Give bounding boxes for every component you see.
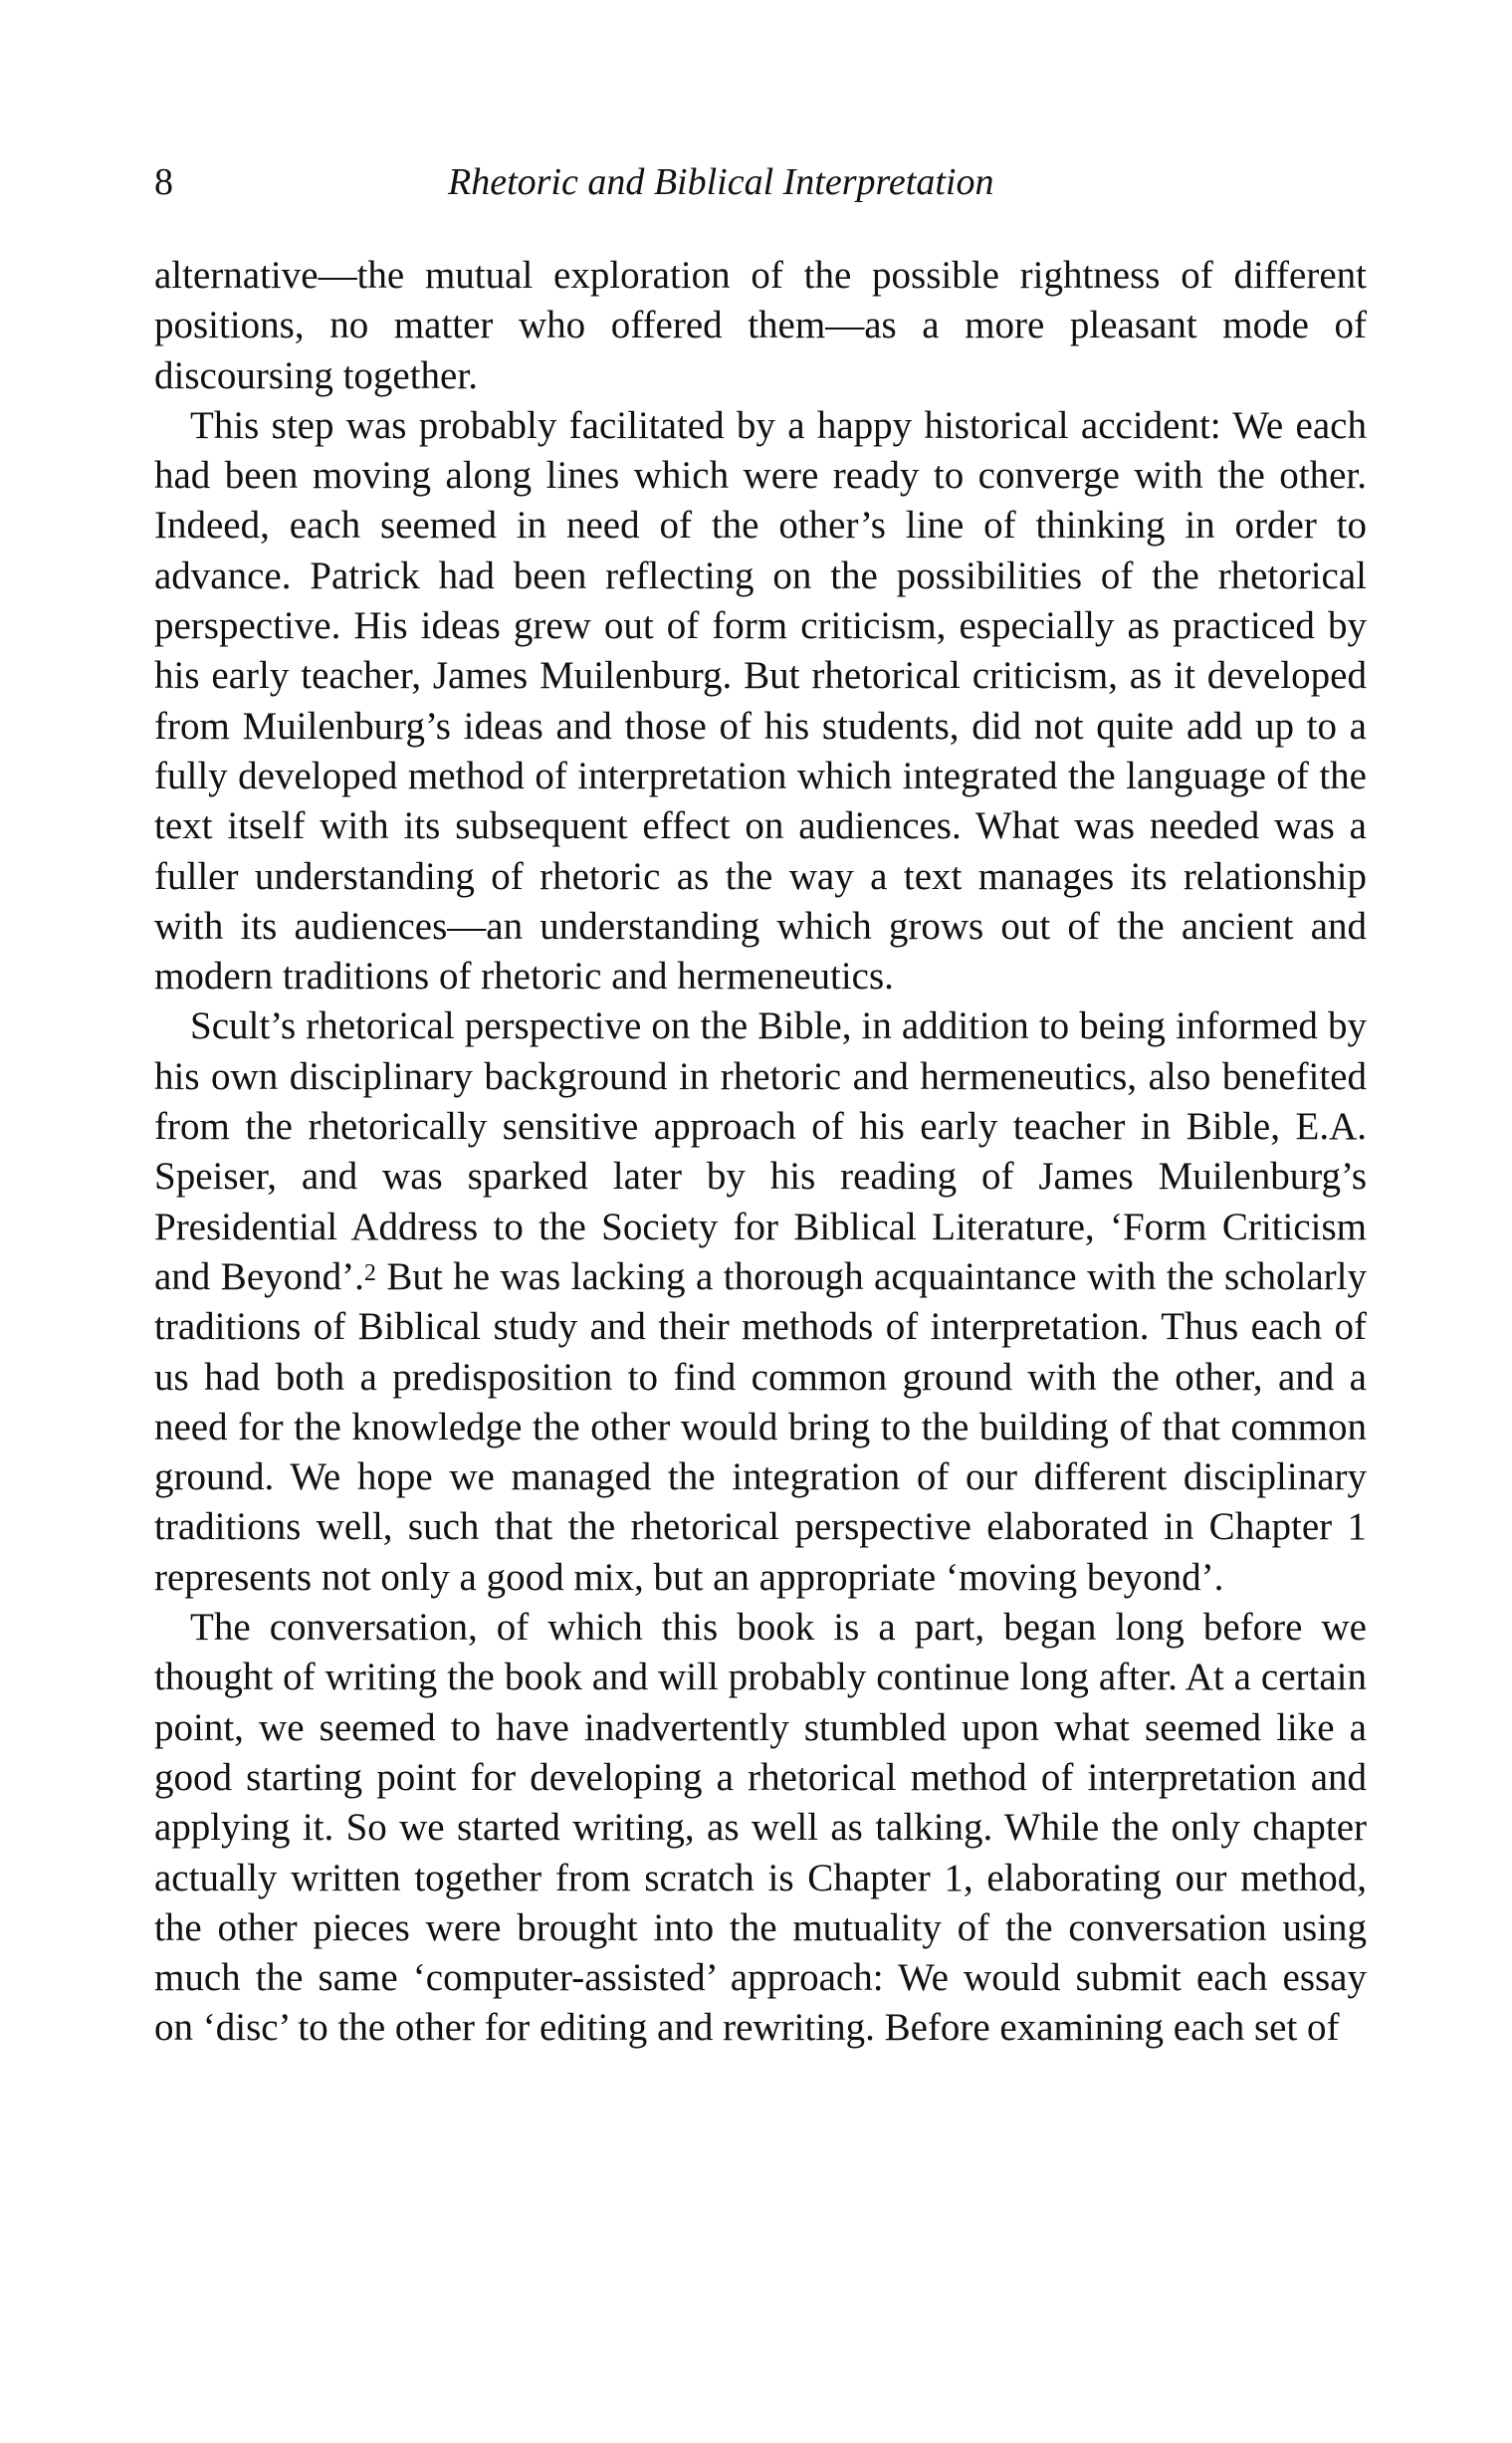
page-number: 8 <box>154 161 173 203</box>
body-text <box>154 251 1367 2054</box>
paragraph-scult-perspective <box>154 1001 1367 1603</box>
paragraph-text-before-note: Scult’s rhetorical perspective on the Bible, in addition to being informed by his own disciplinary background in rhetoric and hermeneutics, also benefited from the rhetorically sensitive approach of his early teacher in Bible, E.A. Speiser, and was sparked later by his reading of James Muilenburg’s Presidential Address to the Society for Biblical Literature, ‘Form Criticism and Beyond’. <box>154 1004 1367 1298</box>
paragraph-conversation: The conversation, of which this book is a part, began long before we thought of writing the book and will probably continue long after. At a certain point, we seemed to have inadvertently stumbled upon what seemed like a good starting point for developing a rhetorical method of interpretation and applying it. So we started writing, as well as talking. While the only chapter actually written together from scratch is Chapter 1, elaborating our method, the other pieces were brought into the mutuality of the conversation using much the same ‘computer-assisted’ approach: We would submit each essay on ‘disc’ to the other for editing and rewriting. Before examining each set of <box>154 1606 1367 2050</box>
running-header <box>154 157 1367 207</box>
footnote-marker: 2 <box>363 1259 376 1286</box>
running-title: Rhetoric and Biblical Interpretation <box>448 161 994 203</box>
paragraph-text-after-note: But he was lacking a thorough acquaintance with the scholarly traditions of Biblical study and their methods of interpretation. Thus each of us had both a predisposition to find common ground with the other, and a need for the knowledge the other would bring to the building of that common ground. We hope we managed the integration of our different disciplinary traditions well, such that the rhetorical perspective elaborated in Chapter 1 represents not only a good mix, but an appropriate ‘moving beyond’. <box>154 1254 1368 1599</box>
paragraph-historical-accident: This step was probably facilitated by a happy historical accident: We each had been moving along lines which were ready to converge with the other. Indeed, each seemed in need of the other’s line of thinking in order to advance. Patrick had been reflecting on the possibilities of the rhetorical perspective. His ideas grew out of form criticism, especially as practiced by his early teacher, James Muilenburg. But rhetorical criticism, as it developed from Muilenburg’s ideas and those of his students, did not quite add up to a fully developed method of interpretation which integrated the language of the text itself with its subsequent effect on audiences. What was needed was a fuller understanding of rhetoric as the way a text manages its relationship with its audiences—an understanding which grows out of the ancient and modern traditions of rhetoric and hermeneutics. <box>154 403 1367 999</box>
paragraph-continued: alternative—the mutual exploration of the possible rightness of different positions, no matter who offered them—as a more pleasant mode of discoursing together. <box>154 254 1367 397</box>
